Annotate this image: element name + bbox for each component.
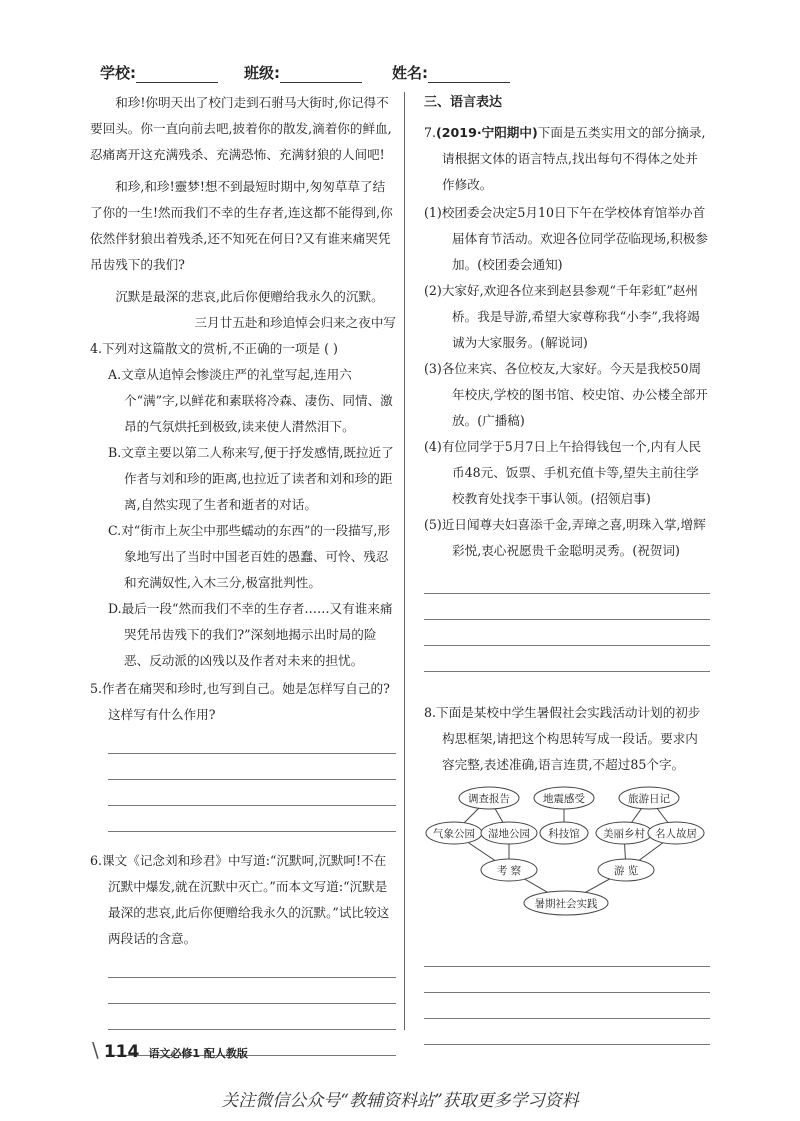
question-7-answer-lines[interactable]: [424, 568, 710, 672]
question-5: 5.作者在痛哭和珍时,也写到自己。她是怎样写自己的?这样写有什么作用?: [90, 681, 390, 722]
question-4-option-b[interactable]: B.文章主要以第二人称来写,便于抒发感情,既拉近了作者与刘和珍的距离,也拉近了读者和刘和珍的距离,自然实现了生者和逝者的对话。: [108, 445, 394, 512]
question-4-option-a[interactable]: A.文章从追悼会惨淡庄严的礼堂写起,连用六个“满”字,以鲜花和素联将冷森、凄伤、同情、激昂的气氛烘托到极致,读来使人潸然泪下。: [108, 367, 393, 434]
question-7-item-2: (2)大家好,欢迎各位来到赵县参观“千年彩虹”赵州桥。我是导游,希望大家尊称我“小李”,我将竭诚为大家服务。(解说词): [424, 283, 700, 350]
node-label: 游 览: [613, 865, 639, 877]
question-5-answer-lines[interactable]: [108, 728, 396, 832]
page-number: 114: [103, 1042, 140, 1062]
node-label: 美丽乡村: [603, 828, 645, 840]
node-label: 旅游日记: [628, 793, 670, 805]
question-8: 8.下面是某校中学生暑假社会实践活动计划的初步构思框架,请把这个构思转写成一段话。要求内容完整,表述准确,语言连贯,不超过85个字。: [424, 705, 701, 772]
essay-paragraph: 沉默是最深的悲哀,此后你便赠给我永久的沉默。: [115, 289, 384, 304]
practice-plan-diagram: [424, 778, 710, 928]
page-footer: [92, 1038, 248, 1062]
node-label: 地震感受: [543, 793, 585, 805]
question-4-option-d[interactable]: D.最后一段“然而我们不幸的生存者……又有谁来痛哭凭吊齿残下的我们?”深刻地揭示出时局的险恶、反动派的凶残以及作者对未来的担忧。: [108, 601, 393, 668]
class-label: 班级:: [244, 62, 362, 83]
question-7-item-1: (1)校团委会决定5月10日下午在学校体育馆举办首届体育节活动。欢迎各位同学莅临现场,积极参加。(校团委会通知): [424, 205, 708, 272]
node-label: 科技馆: [548, 828, 580, 840]
class-blank[interactable]: [280, 66, 362, 83]
question-8-answer-lines[interactable]: [424, 941, 710, 1045]
node-label: 考 察: [496, 865, 522, 877]
question-4-stem: 4.下列对这篇散文的赏析,不正确的一项是 ( ): [90, 341, 338, 356]
left-column: [90, 90, 396, 1056]
column-divider: [404, 92, 405, 1030]
node-label: 湿地公园: [488, 828, 530, 840]
school-label: 学校:: [100, 62, 218, 83]
node-label: 名人故居: [655, 828, 697, 840]
essay-paragraph: 和珍!你明天出了校门走到石驸马大街时,你记得不要回头。你一直向前去吧,披着你的散发,滴着你的鲜血,忍痛离开这充满残杀、充满恐怖、充满豺狼的人间吧!: [90, 95, 392, 162]
question-7-item-5: (5)近日闻尊夫妇喜添千金,弄璋之喜,明珠入掌,增辉彩悦,衷心祝愿贵千金聪明灵秀。(祝贺词): [424, 517, 706, 558]
question-6: 6.课文《记念刘和珍君》中写道:“沉默呵,沉默呵!不在沉默中爆发,就在沉默中灭亡。”而本文写道:“沉默是最深的悲哀,此后你便赠给我永久的沉默。”试比较这两段话的含意。: [90, 853, 390, 946]
node-label: 暑期社会实践: [534, 898, 598, 910]
school-blank[interactable]: [136, 66, 218, 83]
node-label: 气象公园: [433, 828, 475, 840]
name-label: 姓名:: [392, 62, 510, 83]
essay-signature: 三月廿五赴和珍追悼会归来之夜中写: [194, 315, 396, 330]
section-title: 三、语言表达: [424, 95, 503, 110]
right-column: [424, 90, 710, 1045]
question-7-item-3: (3)各位来宾、各位校友,大家好。今天是我校50周年校庆,学校的图书馆、校史馆、办公楼全部开放。(广播稿): [424, 361, 708, 428]
question-4-option-c[interactable]: C.对“街市上灰尘中那些蠕动的东西”的一段描写,形象地写出了当时中国老百姓的愚蠢、可怜、残忍和充满奴性,入木三分,极富批判性。: [108, 523, 390, 590]
promo-text: 关注微信公众号“教辅资料站”获取更多学习资料: [221, 1091, 579, 1111]
node-label: 调查报告: [468, 793, 510, 805]
footer-slash: \: [92, 1038, 99, 1062]
book-label: 语文必修1 配人教版: [148, 1047, 248, 1060]
question-7-item-4: (4)有位同学于5月7日上午拾得钱包一个,内有人民币48元、饭票、手机充值卡等,望失主前往学校教育处找李干事认领。(招领启事): [424, 439, 702, 506]
question-7-stem: 7.(2019·宁阳期中)下面是五类实用文的部分摘录,请根据文体的语言特点,找出每句不得体之处并作修改。: [424, 125, 706, 192]
essay-paragraph: 和珍,和珍!靈梦!想不到最短时期中,匆匆草草了结了你的一生!然而我们不幸的生存者,连这都不能得到,你依然伴豺狼出着残杀,还不知死在何日?又有谁来痛哭凭吊齿残下的我们?: [90, 179, 393, 272]
name-blank[interactable]: [428, 66, 510, 83]
